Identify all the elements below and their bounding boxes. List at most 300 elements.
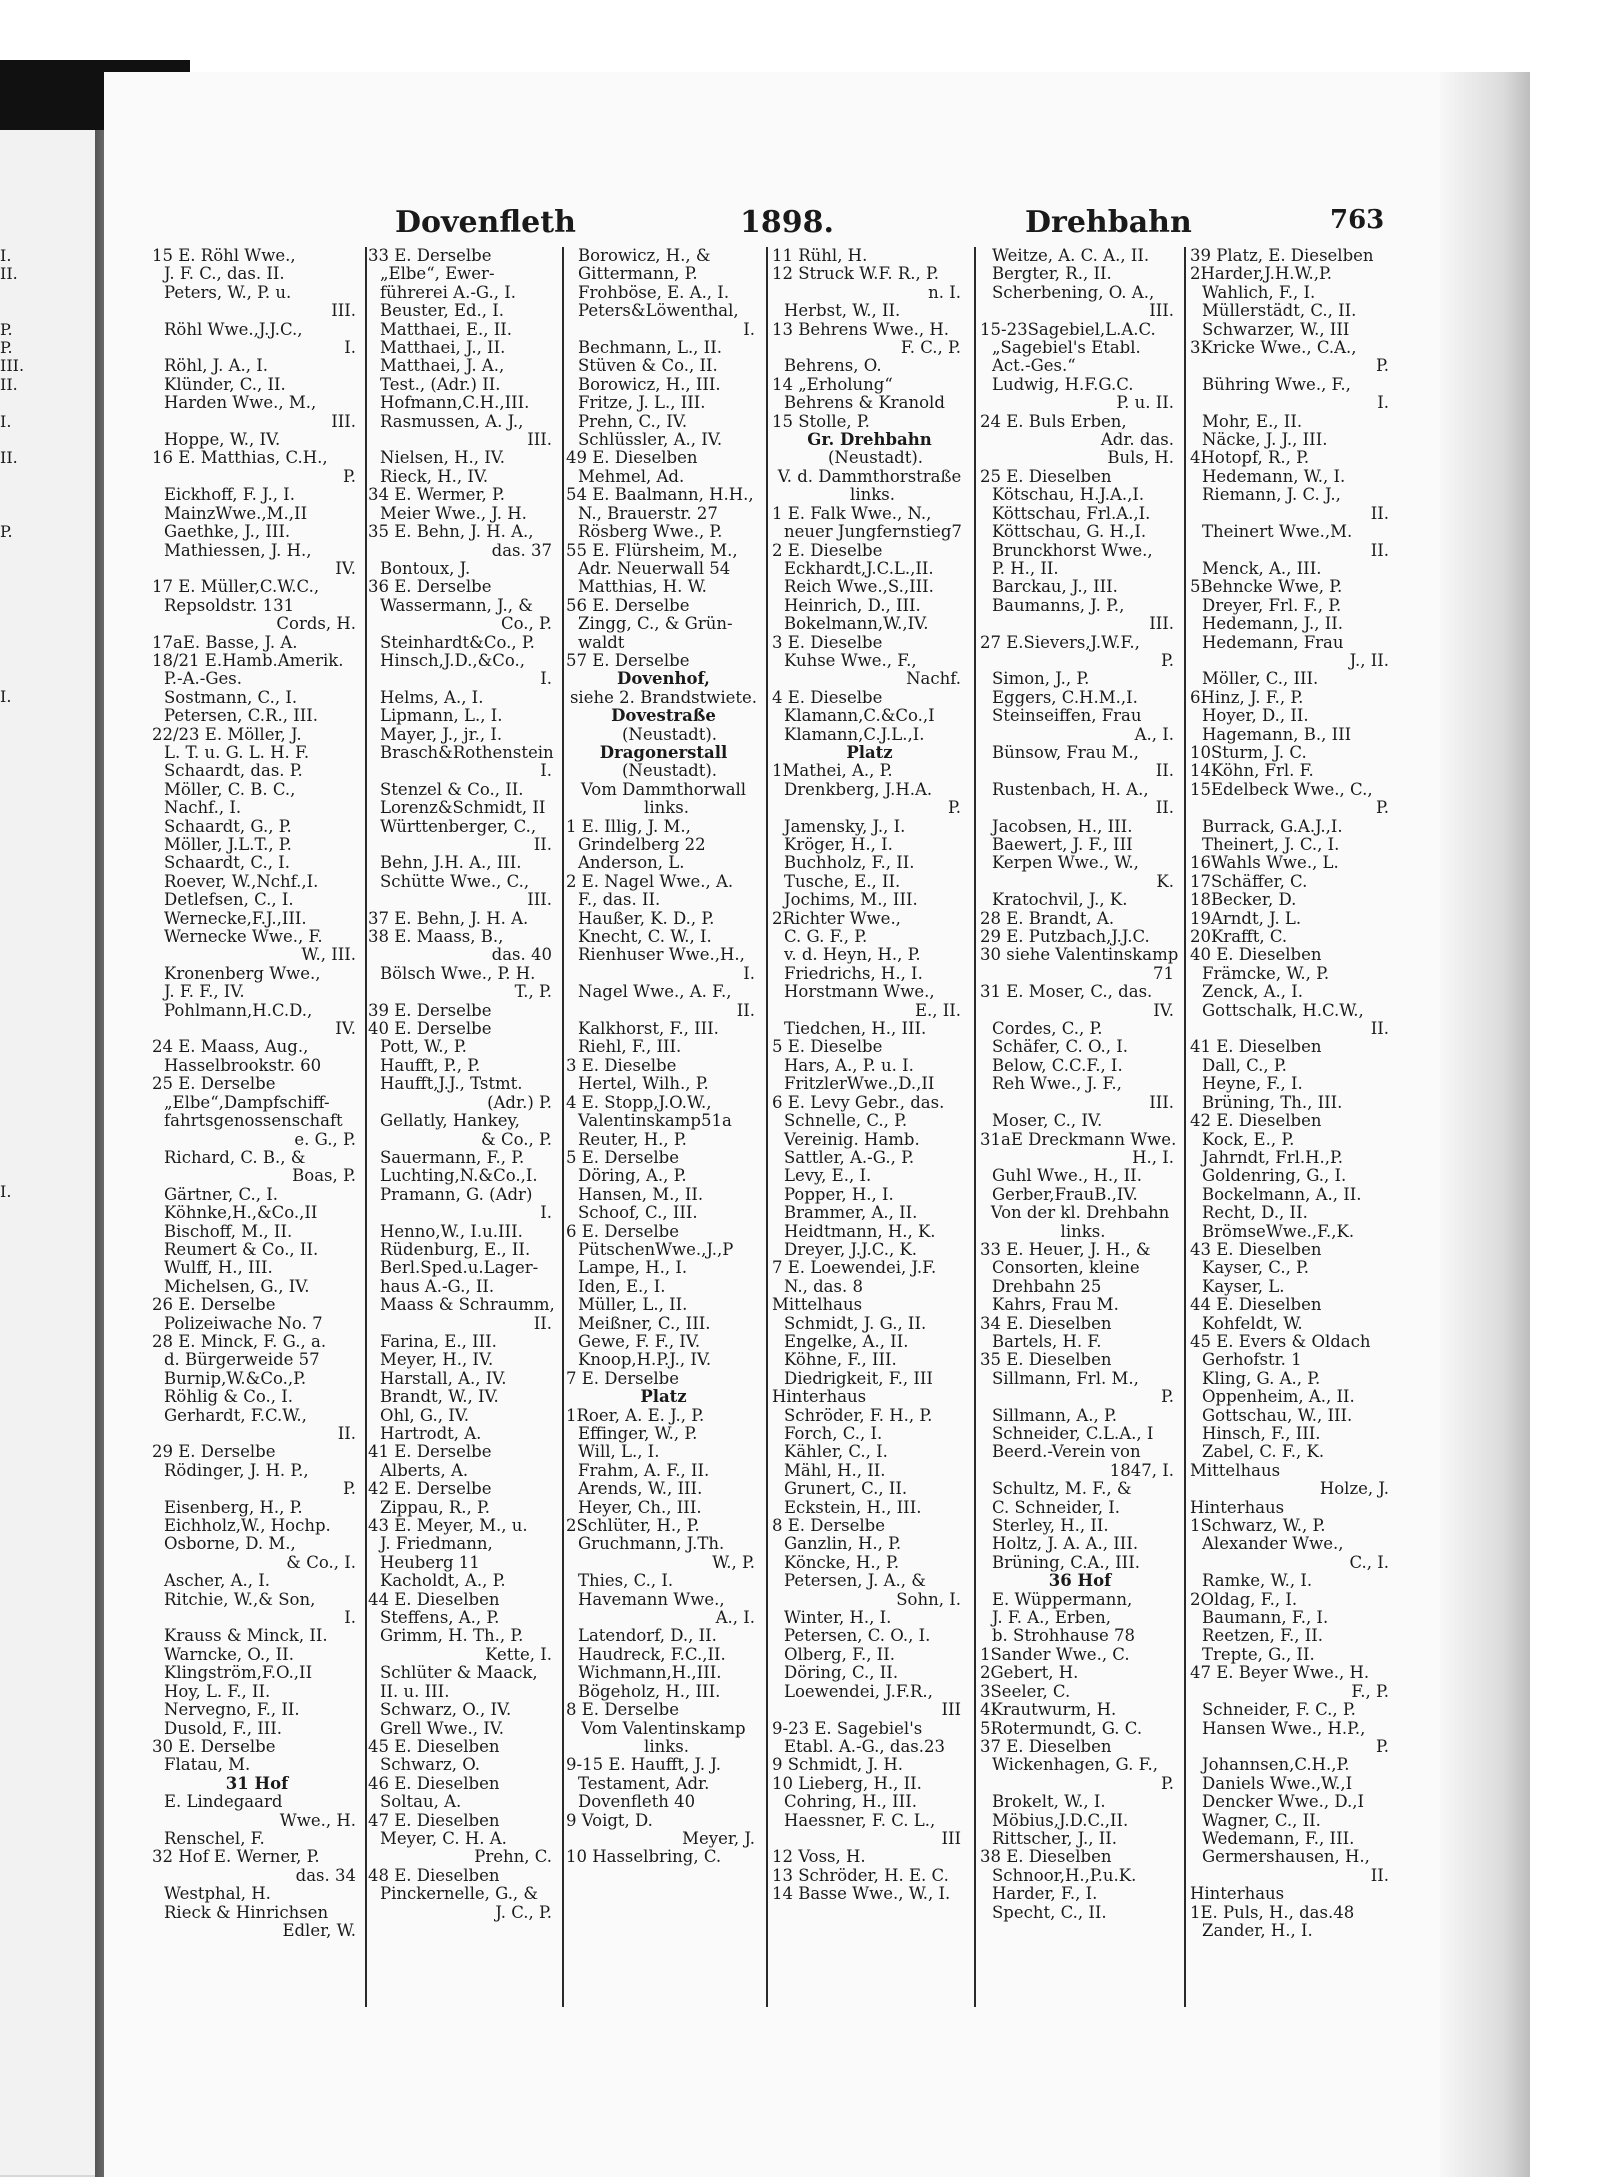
directory-line: Boas, P. <box>292 1166 356 1186</box>
directory-line: Friedrichs, H., I. <box>784 963 923 983</box>
directory-line: Mayer, J., jr., I. <box>380 724 503 744</box>
directory-line: Wahlich, F., I. <box>1202 282 1316 302</box>
previous-page-fragment: P. <box>0 521 13 541</box>
directory-line: 56 E. Derselbe <box>566 595 690 615</box>
directory-line: E. Lindegaard <box>164 1792 283 1812</box>
directory-line: 2Richter Wwe., <box>772 908 901 928</box>
directory-line: 30 siehe Valentinskamp <box>980 945 1179 965</box>
previous-page-fragment <box>0 578 30 633</box>
directory-line: Brüning, Th., III. <box>1202 1092 1343 1112</box>
directory-line: Ritchie, W.,& Son, <box>164 1589 316 1609</box>
previous-page-fragment <box>0 394 30 412</box>
directory-line: Flatau, M. <box>164 1755 251 1775</box>
directory-line: Gerhofstr. 1 <box>1202 1350 1302 1370</box>
directory-line: Riehl, F., III. <box>578 1037 682 1057</box>
directory-line: Dusold, F., III. <box>164 1718 282 1738</box>
directory-line: Mähl, H., II. <box>784 1460 886 1480</box>
directory-line: links. <box>644 798 689 818</box>
directory-line: Hoppe, W., IV. <box>164 430 281 450</box>
directory-line: Popper, H., I. <box>784 1184 894 1204</box>
directory-line: Dovestraße <box>611 706 716 726</box>
directory-line: IV. <box>1153 1000 1174 1020</box>
directory-line: Grunert, C., II. <box>784 1479 908 1499</box>
directory-line: 15 Stolle, P. <box>772 411 870 431</box>
directory-line: & Co., I. <box>286 1552 356 1572</box>
directory-line: Frahm, A. F., II. <box>578 1460 710 1480</box>
directory-line: Hinsch, F., III. <box>1202 1424 1321 1443</box>
directory-line: Tiedchen, H., III. <box>784 1019 927 1039</box>
directory-line: Lipmann, L., I. <box>380 706 503 726</box>
directory-line: Meißner, C., III. <box>578 1313 711 1333</box>
directory-line: Forch, C., I. <box>784 1424 883 1443</box>
directory-line: P. <box>1375 356 1389 376</box>
directory-line: Zenck, A., I. <box>1202 982 1303 1002</box>
directory-line: F. C., P. <box>900 338 961 358</box>
directory-line: P. <box>342 1479 356 1499</box>
directory-line: Matthaei, E., II. <box>380 319 513 339</box>
directory-line: Burrack, G.A.J.,I. <box>1202 816 1343 836</box>
directory-line: Prehn, C., IV. <box>578 411 688 431</box>
directory-line: II. <box>1370 1019 1389 1039</box>
directory-line: Michelsen, G., IV. <box>164 1276 310 1296</box>
directory-line: Sillmann, A., P. <box>992 1405 1118 1425</box>
directory-line: neuer Jungfernstieg7 <box>784 522 962 542</box>
previous-page-fragment: I. <box>0 246 12 265</box>
directory-line: Dall, C., P. <box>1202 1055 1287 1075</box>
directory-line: Heidtmann, H., K. <box>784 1221 936 1241</box>
directory-line: Levy, E., I. <box>784 1166 872 1186</box>
directory-line: 16Wahls Wwe., L. <box>1190 853 1339 873</box>
directory-line: Haessner, F. C. L., <box>784 1810 936 1830</box>
directory-line: Matthias, H. W. <box>578 577 707 597</box>
previous-page-fragment <box>0 1073 30 1128</box>
directory-line: 48 E. Dieselben <box>368 1865 500 1885</box>
directory-line: Vom Valentinskamp <box>581 1718 746 1738</box>
directory-line: 10 Lieberg, H., II. <box>772 1773 922 1793</box>
directory-line: Oppenheim, A., II. <box>1202 1387 1355 1407</box>
directory-line: Kähler, C., I. <box>784 1442 888 1462</box>
directory-line: Gerhardt, F.C.W., <box>164 1405 307 1425</box>
directory-line: Klünder, C., II. <box>164 374 286 394</box>
directory-line: Platz <box>640 1387 687 1407</box>
directory-line: J. F. A., Erben, <box>992 1608 1111 1628</box>
directory-line: Petersen, C. O., I. <box>784 1626 931 1646</box>
directory-line: n. I. <box>928 282 961 302</box>
directory-line: Dreyer, J.J.C., K. <box>784 1239 918 1259</box>
directory-line: Dencker Wwe., D.,I <box>1202 1792 1364 1812</box>
directory-line: N., das. 8 <box>784 1276 863 1296</box>
directory-line: Bokelmann,W.,IV. <box>784 614 929 634</box>
directory-line: Müller, L., II. <box>578 1295 688 1315</box>
directory-line: Kling, G. A., P. <box>1202 1368 1321 1388</box>
directory-column-4 <box>772 247 967 1904</box>
page-edge-shadow <box>1440 72 1530 2177</box>
directory-line: Menck, A., III. <box>1202 558 1322 578</box>
previous-page-fragment: P. <box>0 337 13 357</box>
directory-line: Burnip,W.&Co.,P. <box>164 1368 307 1388</box>
directory-line: Gittermann, P. <box>578 264 698 284</box>
directory-line: Helms, A., I. <box>380 687 484 707</box>
directory-line: 37 E. Dieselben <box>980 1736 1112 1756</box>
directory-line: Adr. Neuerwall 54 <box>578 558 731 578</box>
directory-line: Reumert & Co., II. <box>164 1239 319 1259</box>
directory-line: Köttschau, Frl.A.,I. <box>992 503 1151 523</box>
previous-page-fragment <box>0 798 30 853</box>
directory-line: Eichholz,W., Hochp. <box>164 1516 331 1536</box>
directory-line: Bühring Wwe., F., <box>1202 374 1351 394</box>
directory-line: Co., P. <box>500 614 552 634</box>
directory-line: Schäfer, C. O., I. <box>992 1037 1129 1057</box>
previous-page-fragment <box>0 853 30 908</box>
directory-line: I. <box>1377 393 1389 413</box>
directory-column-6 <box>1190 247 1395 1940</box>
directory-line: I. <box>344 1608 356 1628</box>
directory-line: Borowicz, H., & <box>578 247 711 265</box>
directory-line: Reetzen, F., II. <box>1202 1626 1324 1646</box>
directory-line: 43 E. Meyer, M., u. <box>368 1516 528 1536</box>
directory-line: II. <box>1370 540 1389 560</box>
directory-line: I. <box>743 963 755 983</box>
directory-line: 40 E. Derselbe <box>368 1019 492 1039</box>
directory-line: Behrens, O. <box>784 356 882 376</box>
directory-line: Bechmann, L., II. <box>578 338 722 358</box>
directory-line: Wernecke,F.J.,III. <box>164 908 307 928</box>
directory-line: Trepte, G., II. <box>1202 1644 1315 1664</box>
directory-line: 5Behncke Wwe, P. <box>1190 577 1343 597</box>
directory-line: 18Becker, D. <box>1190 890 1297 910</box>
directory-line: Bockelmann, A., II. <box>1202 1184 1362 1204</box>
directory-line: Bögeholz, H., III. <box>578 1681 721 1701</box>
directory-line: I. <box>344 338 356 358</box>
directory-line: Hedemann, Frau <box>1202 632 1344 652</box>
directory-line: Bünsow, Frau M., <box>992 742 1139 762</box>
header-left-street: Dovenfleth <box>395 205 576 240</box>
directory-line: III. <box>527 430 552 450</box>
directory-line: Schaardt, das. P. <box>164 761 303 781</box>
directory-line: 31aE Dreckmann Wwe. <box>980 1129 1177 1149</box>
directory-line: 18/21 E.Hamb.Amerik. <box>152 650 344 670</box>
directory-line: Steinseiffen, Frau <box>992 706 1142 726</box>
directory-line: Kayser, C., P. <box>1202 1258 1310 1278</box>
directory-line: P. <box>1160 1773 1174 1793</box>
directory-line: Tusche, E., II. <box>784 871 901 891</box>
directory-line: & Co., P. <box>481 1129 552 1149</box>
directory-line: Sillmann, Frl. M., <box>992 1368 1139 1388</box>
directory-line: Frohböse, E. A., I. <box>578 282 730 302</box>
directory-line: Gottschau, W., III. <box>1202 1405 1353 1425</box>
directory-line: Hars, A., P. u. I. <box>784 1055 914 1075</box>
directory-line: Hansen, M., II. <box>578 1184 704 1204</box>
directory-line: 31 Hof <box>225 1773 289 1793</box>
directory-line: 41 E. Dieselben <box>1190 1037 1322 1057</box>
directory-line: P. <box>947 798 961 818</box>
directory-line: Barckau, J., III. <box>992 577 1118 597</box>
directory-line: T., P. <box>514 982 552 1002</box>
directory-line: Henno,W., I.u.III. <box>380 1221 523 1241</box>
directory-line: Bontoux, J. <box>380 558 471 578</box>
directory-line: E. Wüppermann, <box>992 1589 1133 1609</box>
directory-line: 4Krautwurm, H. <box>980 1700 1117 1720</box>
directory-line: Test., (Adr.) II. <box>380 374 501 394</box>
directory-line: Sattler, A.-G., P. <box>784 1147 915 1167</box>
directory-line: Bartels, H. F. <box>992 1331 1102 1351</box>
directory-line: 4 E. Dieselbe <box>772 687 883 707</box>
directory-line: 13 Schröder, H. E. C. <box>772 1865 949 1885</box>
directory-line: 10 Hasselbring, C. <box>566 1847 722 1867</box>
column-divider <box>365 247 367 2007</box>
directory-line: Wedemann, F., III. <box>1202 1828 1355 1848</box>
directory-line: Schultz, M. F., & <box>992 1479 1132 1499</box>
directory-line: Daniels Wwe.,W.,I <box>1202 1773 1353 1793</box>
directory-line: Röhl Wwe.,J.J.C., <box>164 319 303 339</box>
page-header <box>395 205 1385 245</box>
directory-line: 43 E. Dieselben <box>1190 1239 1322 1259</box>
directory-line: Sterley, H., II. <box>992 1516 1109 1536</box>
directory-line: das. 40 <box>491 945 552 965</box>
directory-line: Fritze, J. L., III. <box>578 393 706 413</box>
directory-line: Beerd.-Verein von <box>992 1442 1141 1462</box>
directory-line: Scherbening, O. A., <box>992 282 1155 302</box>
directory-line: Roever, W.,Nchf.,I. <box>164 871 319 891</box>
directory-line: Theinert Wwe.,M. <box>1202 522 1353 542</box>
directory-line: Brandt, W., IV. <box>380 1387 499 1407</box>
directory-line: Rustenbach, H. A., <box>992 779 1149 799</box>
directory-line: Pott, W., P. <box>380 1037 467 1057</box>
directory-line: Hoyer, D., II. <box>1202 706 1309 726</box>
directory-line: 8 E. Derselbe <box>566 1700 679 1720</box>
directory-line: 14Köhn, Frl. F. <box>1190 761 1314 781</box>
directory-line: 47 E. Dieselben <box>368 1810 500 1830</box>
previous-page-fragment <box>0 1128 30 1183</box>
directory-line: 42 E. Dieselben <box>1190 1111 1322 1131</box>
directory-line: Petersen, J. A., & <box>784 1571 926 1591</box>
directory-line: II. <box>533 1313 552 1333</box>
directory-line: Cords, H. <box>276 614 356 634</box>
directory-column-3 <box>566 247 761 1867</box>
directory-line: 39 E. Derselbe <box>368 1000 492 1020</box>
directory-line: Latendorf, D., II. <box>578 1626 717 1646</box>
directory-line: Möbius,J.D.C.,II. <box>992 1810 1129 1830</box>
directory-line: (Neustadt). <box>827 448 924 468</box>
directory-line: Schröder, F. H., P. <box>784 1405 933 1425</box>
directory-line: Peters, W., P. u. <box>164 282 292 302</box>
directory-line: 5Rotermundt, G. C. <box>980 1718 1143 1738</box>
previous-page-fragments <box>0 247 30 1238</box>
directory-line: (Neustadt). <box>621 761 718 781</box>
directory-line: das. 37 <box>491 540 552 560</box>
directory-line: Testament, Adr. <box>578 1773 710 1793</box>
directory-line: III. <box>527 890 552 910</box>
directory-line: Etabl. A.-G., das.23 <box>784 1736 946 1756</box>
directory-line: Kette, I. <box>485 1644 552 1664</box>
directory-line: 34 E. Wermer, P. <box>368 485 506 505</box>
directory-line: Pohlmann,H.C.D., <box>164 1000 313 1020</box>
directory-line: Detlefsen, C., I. <box>164 890 294 910</box>
directory-line: Matthaei, J. A., <box>380 356 505 376</box>
previous-page-fragment <box>0 302 30 320</box>
directory-line: Kahrs, Frau M. <box>992 1295 1119 1315</box>
directory-line: 3 E. Dieselbe <box>772 632 883 652</box>
directory-line: 45 E. Dieselben <box>368 1736 500 1756</box>
directory-line: Rasmussen, A. J., <box>380 411 524 431</box>
directory-line: 3 E. Dieselbe <box>566 1055 677 1075</box>
directory-line: J. C., P. <box>495 1902 552 1922</box>
directory-line: Möller, C. B. C., <box>164 779 296 799</box>
directory-line: Mittelhaus <box>772 1295 863 1315</box>
directory-line: Zabel, C. F., K. <box>1202 1442 1325 1462</box>
directory-line: II. <box>337 1424 356 1443</box>
directory-line: siehe 2. Brandstwiete. <box>569 687 758 707</box>
directory-line: 45 E. Evers & Oldach <box>1190 1331 1371 1351</box>
directory-line: 17 E. Müller,C.W.C., <box>152 577 320 597</box>
directory-line: Gr. Drehbahn <box>807 430 932 450</box>
directory-line: Köhnke,H.,&Co.,II <box>164 1203 318 1223</box>
directory-line: Köncke, H., P. <box>784 1552 900 1572</box>
directory-line: Bergter, R., II. <box>992 264 1112 284</box>
directory-line: F., das. II. <box>578 890 661 910</box>
directory-line: 30 E. Derselbe <box>152 1736 276 1756</box>
directory-column-5 <box>980 247 1180 1922</box>
directory-line: 7 E. Derselbe <box>566 1368 679 1388</box>
directory-line: Germershausen, H., <box>1202 1847 1370 1867</box>
directory-line: I. <box>540 761 552 781</box>
directory-line: Warncke, O., II. <box>164 1644 294 1664</box>
directory-line: Thies, C., I. <box>578 1571 674 1591</box>
directory-line: 54 E. Baalmann, H.H., <box>566 485 754 505</box>
directory-line: Loewendei, J.F.R., <box>784 1681 933 1701</box>
directory-line: 49 E. Dieselben <box>566 448 698 468</box>
directory-line: Buchholz, F., II. <box>784 853 915 873</box>
directory-line: 47 E. Beyer Wwe., H. <box>1190 1663 1370 1683</box>
directory-line: Engelke, A., II. <box>784 1331 909 1351</box>
directory-line: Harder, F., I. <box>992 1884 1098 1904</box>
directory-line: Ascher, A., I. <box>164 1571 270 1591</box>
directory-line: Hinterhaus <box>1190 1497 1285 1517</box>
directory-line: 7 E. Loewendei, J.F. <box>772 1258 937 1278</box>
directory-line: Berl.Sped.u.Lager- <box>380 1258 539 1278</box>
directory-line: 6 E. Levy Gebr., das. <box>772 1092 945 1112</box>
directory-line: II. <box>736 1000 755 1020</box>
directory-line: (Neustadt). <box>621 724 718 744</box>
directory-line: Holtz, J. A. A., III. <box>992 1534 1139 1554</box>
directory-line: 24 E. Maass, Aug., <box>152 1037 309 1057</box>
directory-line: Cohring, H., III. <box>784 1792 917 1812</box>
directory-line: Klamann,C.J.L.,I. <box>784 724 925 744</box>
directory-line: 8 E. Derselbe <box>772 1516 885 1536</box>
directory-line: 4Hotopf, R., P. <box>1190 448 1310 468</box>
directory-line: Meyer, C. H. A. <box>380 1828 507 1848</box>
directory-line: Schoof, C., III. <box>578 1203 698 1223</box>
directory-line: 12 Struck W.F. R., P. <box>772 264 940 284</box>
directory-line: Effinger, W., P. <box>578 1424 698 1443</box>
directory-line: Heyer, Ch., III. <box>578 1497 702 1517</box>
directory-line: 1Sander Wwe., C. <box>980 1644 1130 1664</box>
directory-line: I. <box>743 319 755 339</box>
directory-line: Näcke, J. J., III. <box>1202 430 1328 450</box>
directory-line: Kuhse Wwe., F., <box>784 650 917 670</box>
directory-line: F., P. <box>1351 1681 1389 1701</box>
directory-line: 25 E. Derselbe <box>152 1074 276 1094</box>
directory-line: Haudreck, F.C.,II. <box>578 1644 726 1664</box>
directory-line: Haufft, P., P. <box>380 1055 481 1075</box>
directory-line: Württenberger, C., <box>380 816 537 836</box>
directory-line: P. <box>1160 650 1174 670</box>
directory-line: E., II. <box>914 1000 961 1020</box>
directory-line: 38 E. Dieselben <box>980 1847 1112 1867</box>
directory-line: Hinterhaus <box>772 1387 867 1407</box>
directory-line: „Elbe“,Dampfschiff- <box>164 1092 330 1112</box>
directory-line: Below, C.C.F., I. <box>992 1055 1123 1075</box>
directory-line: Kerpen Wwe., W., <box>992 853 1139 873</box>
page-number: 763 <box>1330 205 1385 235</box>
directory-line: J., II. <box>1349 650 1389 670</box>
directory-line: Cordes, C., P. <box>992 1019 1103 1039</box>
directory-line: Harstall, A., IV. <box>380 1368 507 1388</box>
directory-line: Döring, C., II. <box>784 1663 899 1683</box>
previous-page-fragment <box>0 743 30 798</box>
directory-line: Hasselbrookstr. 60 <box>164 1055 322 1075</box>
directory-line: Wernecke Wwe., F. <box>164 927 323 947</box>
directory-line: II. <box>1155 798 1174 818</box>
directory-line: Steffens, A., P. <box>380 1608 500 1628</box>
directory-line: 2Schlüter, H., P. <box>566 1516 700 1536</box>
directory-line: Beuster, Ed., I. <box>380 301 505 321</box>
directory-line: 31 E. Moser, C., das. <box>980 982 1153 1002</box>
directory-line: Haußer, K. D., P. <box>578 908 715 928</box>
directory-line: P.-A.-Ges. <box>164 669 242 689</box>
directory-line: 36 Hof <box>1048 1571 1112 1591</box>
directory-line: II. <box>1370 503 1389 523</box>
directory-line: Hinterhaus <box>1190 1884 1285 1904</box>
directory-line: II. <box>533 835 552 854</box>
directory-line: Gellatly, Hankey, <box>380 1111 520 1131</box>
directory-line: Richard, C. B., & <box>164 1147 306 1167</box>
directory-line: Schlüter & Maack, <box>380 1663 538 1683</box>
directory-line: Jamensky, J., I. <box>784 816 906 836</box>
directory-line: Jochims, M., III. <box>784 890 918 910</box>
directory-line: 1Mathei, A., P. <box>772 761 893 781</box>
directory-line: Nagel Wwe., A. F., <box>578 982 732 1002</box>
directory-line: Kronenberg Wwe., <box>164 963 321 983</box>
directory-line: 40 E. Dieselben <box>1190 945 1322 965</box>
directory-line: Brammer, A., II. <box>784 1203 918 1223</box>
directory-line: Bölsch Wwe., P. H. <box>380 963 536 983</box>
previous-page-fragment: II. <box>0 374 18 394</box>
directory-line: Kohfeldt, W. <box>1202 1313 1303 1333</box>
directory-line: Schaardt, G., P. <box>164 816 292 836</box>
previous-page-fragment <box>0 431 30 449</box>
directory-line: Gruchmann, J.Th. <box>578 1534 725 1554</box>
directory-line: Olberg, F., II. <box>784 1644 895 1664</box>
directory-line: Alexander Wwe., <box>1202 1534 1344 1554</box>
directory-line: Riemann, J. C. J., <box>1202 485 1341 505</box>
directory-line: Röhl, J. A., I. <box>164 356 268 376</box>
directory-line: Adr. das. <box>1100 430 1174 450</box>
directory-line: II. <box>1370 1865 1389 1885</box>
directory-line: Baumann, F., I. <box>1202 1608 1329 1628</box>
directory-line: Polizeiwache No. 7 <box>164 1313 323 1333</box>
directory-line: Schmidt, J. G., II. <box>784 1313 927 1333</box>
directory-line: Baewert, J. F., III <box>992 835 1133 854</box>
directory-line: C., I. <box>1349 1552 1389 1572</box>
directory-line: BrömseWwe.,F.,K. <box>1202 1221 1355 1241</box>
directory-line: Diedrigkeit, F., III <box>784 1368 933 1388</box>
directory-line: I. <box>540 669 552 689</box>
directory-line: Mathiessen, J. H., <box>164 540 312 560</box>
directory-line: P. <box>1375 1736 1389 1756</box>
directory-line: Möller, J.L.T., P. <box>164 835 292 854</box>
directory-line: Renschel, F. <box>164 1828 265 1848</box>
